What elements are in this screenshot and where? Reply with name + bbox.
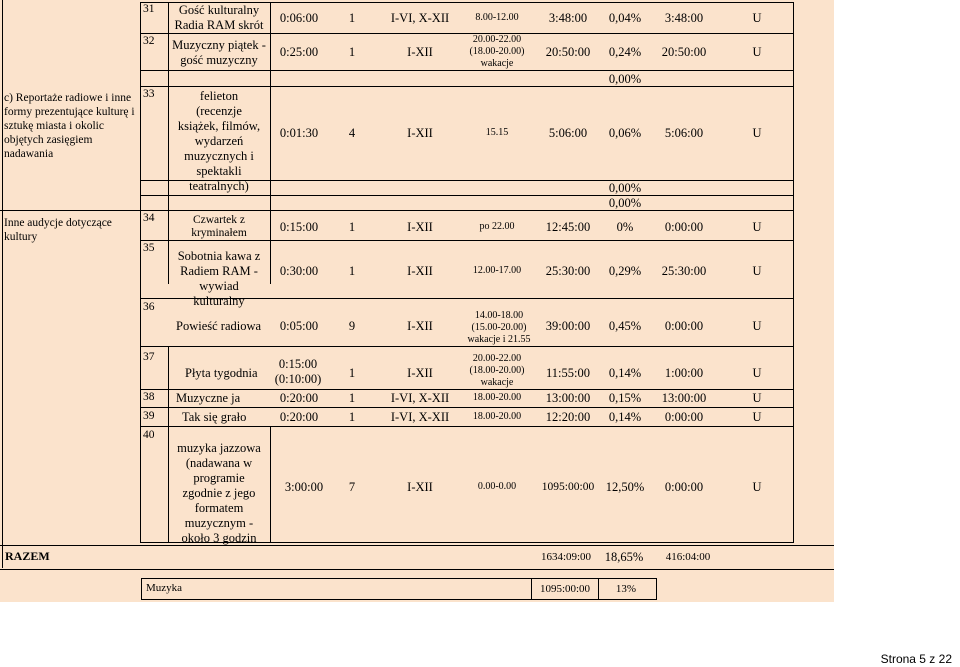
percentage: 0,14% bbox=[608, 410, 642, 424]
air-hours: 14.00-18.00 (15.00-20.00) wakacje i 21.55 bbox=[467, 310, 531, 345]
row-divider bbox=[140, 407, 794, 408]
duration: 0:15:00 bbox=[279, 220, 319, 234]
percentage: 0,15% bbox=[608, 391, 642, 405]
row-divider bbox=[140, 426, 794, 427]
music-label: Muzyka bbox=[146, 582, 183, 594]
total-time: 39:00:00 bbox=[545, 319, 591, 333]
program-name: muzyka jazzowa (nadawana w programie zgodnie z jego formatem muzycznym - około 3 godzin bbox=[177, 441, 261, 545]
total-time: 12:20:00 bbox=[545, 410, 591, 424]
totals-premiere: 416:04:00 bbox=[665, 551, 711, 563]
totals-percentage: 18,65% bbox=[604, 550, 644, 564]
premiere-time: 5:06:00 bbox=[664, 126, 704, 140]
air-hours: 18.00-20.00 bbox=[472, 392, 522, 403]
air-hours: 18.00-20.00 bbox=[472, 411, 522, 422]
row-number: 36 bbox=[143, 301, 155, 313]
marker: U bbox=[752, 11, 762, 25]
months: I-XII bbox=[407, 45, 433, 59]
months: I-XII bbox=[407, 264, 433, 278]
frequency: 9 bbox=[348, 319, 356, 333]
total-time: 3:48:00 bbox=[548, 11, 588, 25]
music-summary bbox=[141, 578, 657, 600]
percentage: 0,00% bbox=[608, 72, 642, 86]
music-divider bbox=[531, 579, 532, 599]
row-divider bbox=[140, 346, 794, 347]
col-divider bbox=[270, 2, 271, 284]
total-time: 1095:00:00 bbox=[541, 481, 595, 493]
marker: U bbox=[752, 391, 762, 405]
row-number: 38 bbox=[143, 391, 155, 403]
duration: 0:06:00 bbox=[279, 11, 319, 25]
program-name: felieton (recenzje książek, filmów, wydarzeń muzycznych i spektakli teatralnych) bbox=[177, 89, 261, 193]
months: I-XII bbox=[407, 126, 433, 140]
page-number: Strona 5 z 22 bbox=[880, 652, 952, 666]
frequency: 1 bbox=[348, 264, 356, 278]
frequency: 1 bbox=[348, 45, 356, 59]
row-number: 40 bbox=[143, 429, 155, 441]
col-divider bbox=[168, 2, 169, 284]
category-divider bbox=[0, 210, 140, 211]
percentage: 0,00% bbox=[608, 181, 642, 195]
frequency: 1 bbox=[348, 410, 356, 424]
program-name: Powieść radiowa bbox=[176, 319, 262, 333]
row-number: 32 bbox=[143, 35, 155, 47]
row-number: 31 bbox=[143, 3, 155, 15]
air-hours: 15.15 bbox=[485, 127, 509, 138]
premiere-time: 0:00:00 bbox=[664, 410, 704, 424]
air-hours: po 22.00 bbox=[479, 221, 515, 232]
totals-row bbox=[0, 545, 834, 570]
category-other: Inne audycje dotyczące kultury bbox=[4, 217, 112, 243]
music-divider bbox=[598, 579, 599, 599]
music-percentage: 13% bbox=[615, 583, 637, 595]
duration: 0:25:00 bbox=[279, 45, 319, 59]
air-hours: 20.00-22.00 (18.00-20.00) wakacje bbox=[469, 34, 525, 69]
row-divider bbox=[140, 70, 794, 71]
marker: U bbox=[752, 366, 762, 380]
col-divider bbox=[270, 426, 271, 543]
months: I-VI, X-XII bbox=[390, 410, 450, 424]
percentage: 0,14% bbox=[608, 366, 642, 380]
percentage: 12,50% bbox=[605, 480, 645, 494]
air-hours: 8.00-12.00 bbox=[475, 12, 519, 23]
duration: 0:30:00 bbox=[279, 264, 319, 278]
premiere-time: 1:00:00 bbox=[664, 366, 704, 380]
total-time: 5:06:00 bbox=[548, 126, 588, 140]
row-divider bbox=[140, 195, 794, 196]
totals-border bbox=[2, 545, 3, 568]
marker: U bbox=[752, 410, 762, 424]
total-time: 11:55:00 bbox=[546, 366, 590, 380]
marker: U bbox=[752, 264, 762, 278]
percentage: 0,45% bbox=[608, 319, 642, 333]
duration: 0:20:00 bbox=[279, 410, 319, 424]
program-name: Czwartek z kryminałem bbox=[191, 214, 247, 239]
percentage: 0,29% bbox=[608, 264, 642, 278]
marker: U bbox=[752, 45, 762, 59]
months: I-XII bbox=[407, 319, 433, 333]
air-hours: 20.00-22.00 (18.00-20.00) wakacje bbox=[469, 353, 525, 388]
duration: 0:20:00 bbox=[279, 391, 319, 405]
premiere-time: 3:48:00 bbox=[664, 11, 704, 25]
air-hours: 0.00-0.00 bbox=[477, 481, 517, 492]
category-c: c) Reportaże radiowe i inne formy prezentujące kulturę i sztukę miasta i okolic objętych zasięgiem nadawania bbox=[4, 92, 135, 160]
total-time: 25:30:00 bbox=[545, 264, 591, 278]
premiere-time: 13:00:00 bbox=[661, 391, 707, 405]
program-name: Muzyczny piątek - gość muzyczny bbox=[172, 38, 266, 67]
marker: U bbox=[752, 480, 762, 494]
program-name: Płyta tygodnia bbox=[185, 366, 258, 380]
percentage: 0,00% bbox=[608, 196, 642, 210]
row-divider bbox=[140, 389, 794, 390]
air-hours: 12.00-17.00 bbox=[472, 265, 522, 276]
percentage: 0,06% bbox=[608, 126, 642, 140]
months: I-VI, X-XII bbox=[390, 391, 450, 405]
frequency: 1 bbox=[348, 391, 356, 405]
marker: U bbox=[752, 319, 762, 333]
frequency: 1 bbox=[348, 220, 356, 234]
row-number: 33 bbox=[143, 88, 155, 100]
total-time: 12:45:00 bbox=[545, 220, 591, 234]
row-number: 39 bbox=[143, 410, 155, 422]
marker: U bbox=[752, 126, 762, 140]
row-number: 35 bbox=[143, 242, 155, 254]
music-total: 1095:00:00 bbox=[539, 583, 591, 595]
premiere-time: 20:50:00 bbox=[661, 45, 707, 59]
program-name: Gość kulturalny Radia RAM skrót bbox=[174, 3, 264, 32]
marker: U bbox=[752, 220, 762, 234]
percentage: 0,04% bbox=[608, 11, 642, 25]
duration: 0:15:00 (0:10:00) bbox=[274, 357, 322, 386]
months: I-XII bbox=[407, 480, 433, 494]
premiere-time: 0:00:00 bbox=[664, 480, 704, 494]
frequency: 1 bbox=[348, 11, 356, 25]
totals-label: RAZEM bbox=[5, 549, 50, 563]
duration: 0:01:30 bbox=[279, 126, 319, 140]
frequency: 1 bbox=[348, 366, 356, 380]
months: I-VI, X-XII bbox=[390, 11, 450, 25]
duration: 0:05:00 bbox=[279, 319, 319, 333]
row-number: 37 bbox=[143, 351, 155, 363]
row-divider bbox=[140, 86, 794, 87]
program-name: Sobotnia kawa z Radiem RAM - wywiad kulturalny bbox=[177, 249, 261, 308]
row-divider bbox=[140, 210, 794, 211]
duration: 3:00:00 bbox=[284, 480, 324, 494]
program-name: Tak się grało bbox=[182, 410, 247, 424]
frequency: 4 bbox=[348, 126, 356, 140]
row-divider bbox=[140, 240, 794, 241]
col-divider bbox=[168, 346, 169, 543]
total-time: 13:00:00 bbox=[545, 391, 591, 405]
premiere-time: 0:00:00 bbox=[664, 220, 704, 234]
category-border bbox=[2, 0, 3, 545]
months: I-XII bbox=[407, 366, 433, 380]
percentage: 0,24% bbox=[608, 45, 642, 59]
row-number: 34 bbox=[143, 212, 155, 224]
premiere-time: 0:00:00 bbox=[664, 319, 704, 333]
premiere-time: 25:30:00 bbox=[661, 264, 707, 278]
months: I-XII bbox=[407, 220, 433, 234]
program-name: Muzyczne ja bbox=[176, 391, 241, 405]
percentage: 0% bbox=[616, 220, 634, 234]
total-time: 20:50:00 bbox=[545, 45, 591, 59]
frequency: 7 bbox=[348, 480, 356, 494]
totals-time: 1634:09:00 bbox=[540, 551, 592, 563]
